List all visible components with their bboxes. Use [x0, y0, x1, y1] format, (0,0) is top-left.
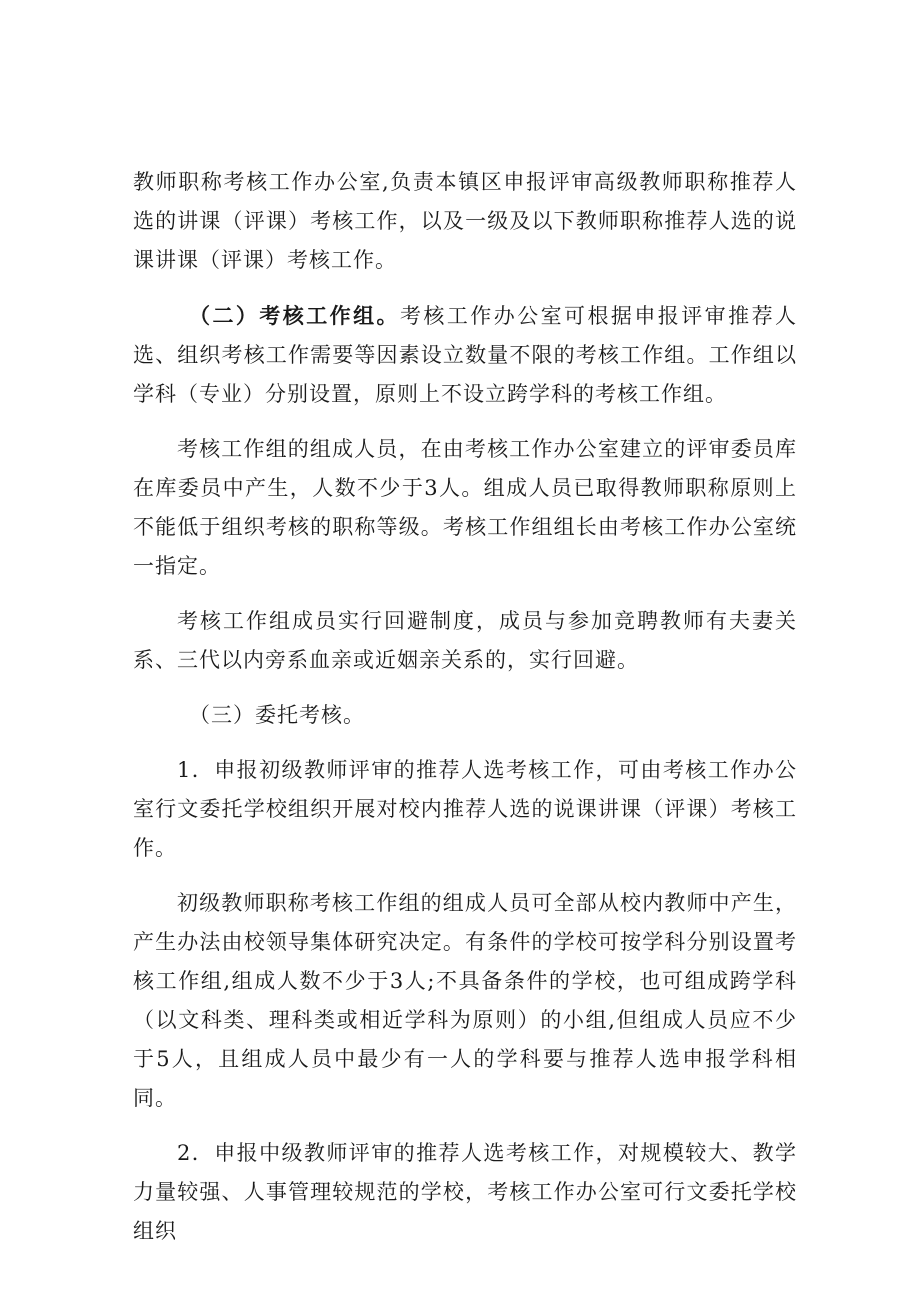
paragraph-junior-group [133, 884, 797, 1118]
paragraph-text: 教师职称考核工作办公室,负责本镇区申报评审高级教师职称推荐人选的讲课（评课）考核工作，以及一级及以下教师职称推荐人选的说课讲课（评课）考核工作。 [133, 170, 797, 272]
paragraph-text: （三）委托考核。 [189, 703, 365, 727]
paragraph-group-members [133, 430, 797, 586]
paragraph-item-1 [133, 751, 797, 868]
section-heading-working-groups: （二）考核工作组。 [189, 303, 400, 328]
paragraph-text: 2．申报中级教师评审的推荐人选考核工作，对规模较大、教学力量较强、人事管理较规范的学校，考核工作办公室可行文委托学校组织 [133, 1141, 797, 1243]
paragraph-text: 考核工作办公室可根据申报评审推荐人选、组织考核工作需要等因素设立数量不限的考核工作组。工作组以学科（专业）分别设置，原则上不设立跨学科的考核工作组。 [133, 304, 798, 406]
paragraph-text: 考核工作组的组成人员，在由考核工作办公室建立的评审委员库在库委员中产生，人数不少于3人。组成人员已取得教师职称原则上不能低于组织考核的职称等级。考核工作组组长由考核工作办公室统一指定。 [133, 437, 797, 578]
section-heading-delegated-assessment [133, 696, 797, 735]
paragraph-item-2 [133, 1134, 797, 1251]
paragraph-office-duties [133, 163, 797, 280]
paragraph-recusal [133, 602, 797, 680]
document-body [133, 163, 797, 1267]
paragraph-text: 1．申报初级教师评审的推荐人选考核工作，可由考核工作办公室行文委托学校组织开展对校内推荐人选的说课讲课（评课）考核工作。 [133, 758, 797, 860]
paragraph-text: 初级教师职称考核工作组的组成人员可全部从校内教师中产生，产生办法由校领导集体研究决定。有条件的学校可按学科分别设置考核工作组,组成人数不少于3人;不具备条件的学校，也可组成跨学科（以文科类、理科类或相近学科为原则）的小组,但组成人员应不少于5人，且组成人员中最少有一人的学科要与推荐人选申报学科相同。 [133, 891, 797, 1110]
paragraph-working-groups [133, 296, 797, 414]
paragraph-text: 考核工作组成员实行回避制度，成员与参加竞聘教师有夫妻关系、三代以内旁系血亲或近姻亲关系的，实行回避。 [133, 609, 797, 672]
